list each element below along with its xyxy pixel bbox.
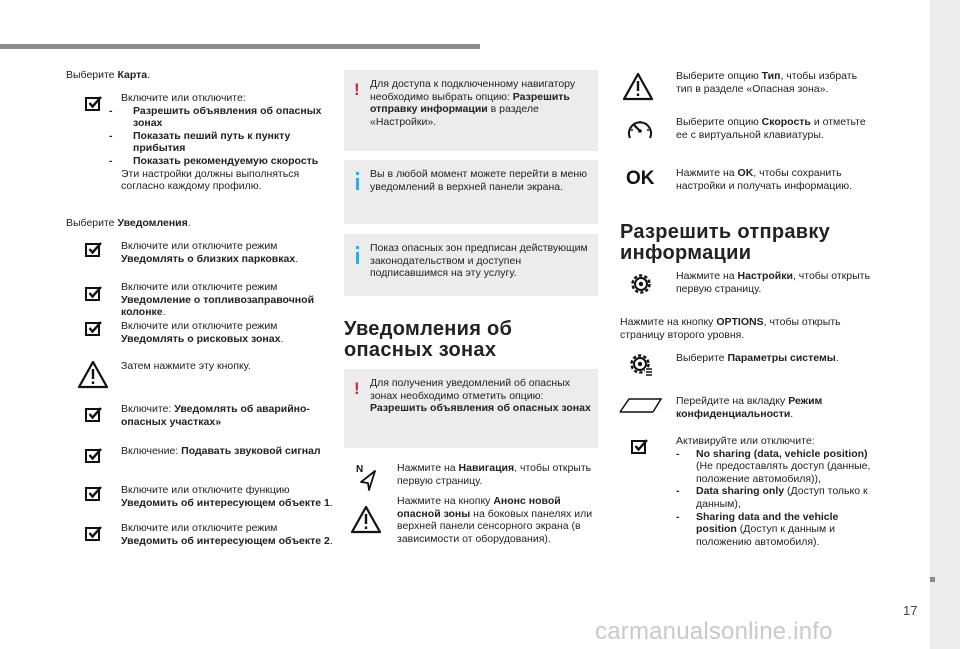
warning-note-danger: ! Для получения уведомлений об опасных зонах необходимо отметить опцию: Разрешить объявления об опасных зонах — [344, 369, 598, 448]
info-icon — [356, 246, 359, 264]
select-map-line: Выберите Карта. — [66, 69, 151, 81]
watermark: carmanualsonline.info — [595, 618, 833, 645]
speedometer-icon — [626, 117, 654, 143]
gear-icon — [627, 270, 655, 298]
checkbox-icon — [85, 284, 103, 302]
side-band — [930, 0, 960, 649]
checkbox-icon — [631, 437, 649, 455]
sound-option: Включение: Подавать звуковой сигнал — [121, 445, 321, 457]
checkbox-icon — [85, 240, 103, 258]
navigation-line: Нажмите на Навигация, чтобы открыть первую страницу. — [397, 462, 592, 487]
section-heading-send-info: Разрешить отправку информации — [620, 221, 831, 264]
tab-icon — [619, 396, 663, 414]
exclamation-icon: ! — [354, 80, 360, 99]
system-gear-icon — [624, 348, 656, 380]
settings-line: Нажмите на Настройки, чтобы открыть первую страницу. — [676, 270, 870, 295]
warning-icon — [351, 505, 381, 534]
select-notifications-line: Выберите Уведомления. — [66, 217, 191, 229]
type-option-line: Выберите опцию Тип, чтобы избрать тип в разделе «Опасная зона». — [676, 70, 858, 95]
risk-zone-option: Включите или отключите режим Уведомлять о рисковых зонах. — [121, 320, 284, 345]
poi2-option: Включите или отключите режим Уведомить об интересующем объекте 2. — [121, 522, 333, 547]
press-button-line: Затем нажмите эту кнопку. — [121, 360, 251, 372]
info-note-law: Показ опасных зон предписан действующим законодательством и доступен подписавшимся на эту услугу. — [344, 234, 598, 296]
checkbox-icon — [85, 319, 103, 337]
checkbox-icon — [85, 484, 103, 502]
accident-option: Включите: Уведомлять об аварийно-опасных участках» — [121, 403, 310, 428]
warning-icon — [623, 72, 653, 101]
top-bar — [0, 44, 480, 49]
svg-text:N: N — [356, 464, 364, 475]
warning-icon — [78, 360, 108, 389]
info-icon — [356, 172, 359, 190]
poi1-option: Включите или отключите функцию Уведомить об интересующем объекте 1. — [121, 484, 333, 509]
system-settings-line: Выберите Параметры системы. — [676, 352, 839, 364]
checkbox-icon — [85, 94, 103, 112]
options-line: Нажмите на кнопку OPTIONS, чтобы открыть страницу второго уровня. — [620, 316, 841, 341]
navigation-icon — [356, 463, 378, 491]
checkbox-icon — [85, 524, 103, 542]
speed-option-line: Выберите опцию Скорость и отметьте ее с виртуальной клавиатуры. — [676, 116, 866, 141]
hazard-button-line: Нажмите на кнопку Анонс новой опасной зоны на боковых панелях или верхней панели сенсорного экрана (в зависимости от оборудования). — [397, 495, 593, 545]
warning-note-access: ! Для доступа к подключенному навигатору необходимо выбрать опцию: Разрешить отправку информации в разделе «Настройки». — [344, 70, 598, 151]
map-options-block: Включите или отключите: - Разрешить объявления об опасных зонах - Показать пеший путь к пункту прибытия - Показать рекомендуемую скорость Эти настройки должны выполняться согласно каждому профилю. — [109, 92, 322, 193]
checkbox-icon — [85, 405, 103, 423]
privacy-options-block: Активируйте или отключите: - No sharing (data, vehicle position) (Не предоставлять доступ (данные, положение автомобиля)), - Data sharing only (Доступ только к данным), - Sharing data and the vehicle position (Доступ к данным и положению автомобиля). — [676, 435, 871, 548]
info-note-menu: Вы в любой момент можете перейти в меню уведомлений в верхней панели экрана. — [344, 160, 598, 224]
ok-line: Нажмите на OK, чтобы сохранить настройки и получать информацию. — [676, 167, 853, 192]
section-heading-danger-zones: Уведомления об опасных зонах — [344, 318, 513, 361]
side-marker — [930, 577, 935, 582]
ok-icon: OK — [626, 168, 655, 189]
parking-option: Включите или отключите режим Уведомлять о близких парковках. — [121, 240, 299, 265]
privacy-tab-line: Перейдите на вкладку Режим конфиденциальности. — [676, 395, 823, 420]
checkbox-icon — [85, 446, 103, 464]
page-number: 17 — [903, 603, 918, 618]
exclamation-icon: ! — [354, 379, 360, 398]
fuel-option: Включите или отключите режим Уведомление о топливозаправочной колонке. — [121, 281, 315, 319]
